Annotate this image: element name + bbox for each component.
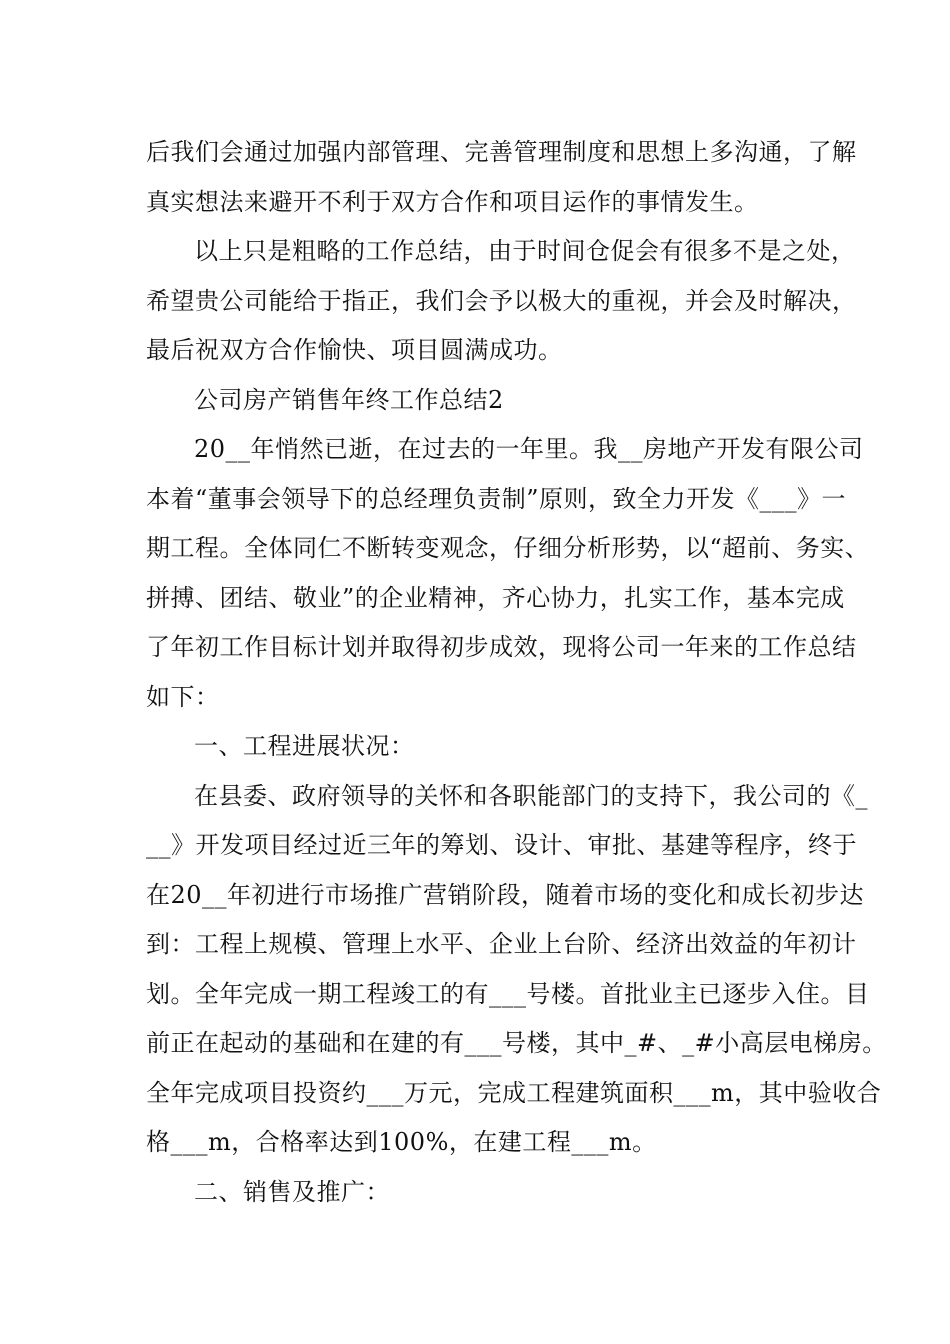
section-title: 公司房产销售年终工作总结2 bbox=[194, 385, 504, 414]
document-body bbox=[146, 128, 887, 1217]
text-line: __》开发项目经过近三年的筹划、设计、审批、基建等程序，终于 bbox=[146, 831, 857, 859]
text-line: 在县委、政府领导的关怀和各职能部门的支持下，我公司的《_ bbox=[194, 781, 868, 810]
text-line: 拼搏、团结、敬业”的企业精神，齐心协力，扎实工作，基本完成 bbox=[146, 583, 845, 612]
text-line: 如下： bbox=[146, 682, 220, 711]
text-line: 以上只是粗略的工作总结，由于时间仓促会有很多不是之处， bbox=[194, 237, 856, 265]
text-line: 前正在起动的基础和在建的有___号楼，其中_#、_#小高层电梯房。 bbox=[146, 1029, 887, 1057]
text-line: 20__年悄然已逝，在过去的一年里。我__房地产开发有限公司 bbox=[194, 435, 864, 463]
text-line: 格___m，合格率达到100%，在建工程___m。 bbox=[146, 1128, 657, 1156]
text-line: 了年初工作目标计划并取得初步成效，现将公司一年来的工作总结 bbox=[146, 633, 857, 661]
text-line: 本着“董事会领导下的总经理负责制”原则，致全力开发《___》一 bbox=[146, 484, 847, 513]
text-line: 到：工程上规模、管理上水平、企业上台阶、经济出效益的年初计 bbox=[146, 930, 857, 958]
text-line: 划。全年完成一期工程竣工的有___号楼。首批业主已逐步入住。目 bbox=[146, 979, 870, 1008]
section-heading: 一、工程进展状况： bbox=[194, 732, 415, 760]
text-line: 全年完成项目投资约___万元，完成工程建筑面积___m，其中验收合 bbox=[146, 1078, 882, 1107]
section-heading: 二、销售及推广： bbox=[194, 1177, 390, 1206]
text-line: 在20__年初进行市场推广营销阶段，随着市场的变化和成长初步达 bbox=[146, 880, 865, 909]
text-line: 希望贵公司能给于指正，我们会予以极大的重视，并会及时解决， bbox=[146, 286, 857, 315]
text-line: 最后祝双方合作愉快、项目圆满成功。 bbox=[146, 336, 563, 364]
text-line: 真实想法来避开不利于双方合作和项目运作的事情发生。 bbox=[146, 187, 759, 216]
text-line: 期工程。全体同仁不断转变观念，仔细分析形势，以“超前、务实、 bbox=[146, 534, 870, 562]
text-line: 后我们会通过加强内部管理、完善管理制度和思想上多沟通，了解 bbox=[146, 138, 857, 166]
